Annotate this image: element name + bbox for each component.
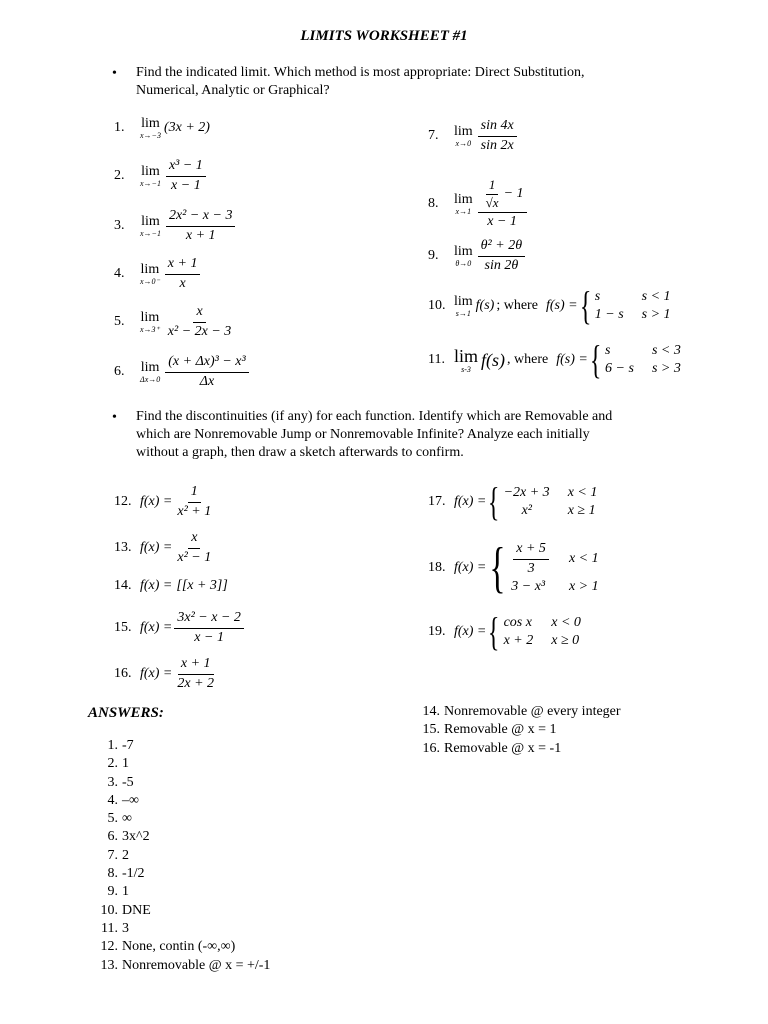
limit-subscript: x→0⁻ bbox=[140, 276, 160, 286]
piecewise bbox=[486, 537, 599, 599]
case-cond: s < 3 bbox=[651, 343, 681, 358]
answer-number: 11. bbox=[101, 920, 118, 936]
fraction bbox=[174, 484, 214, 519]
answer-item bbox=[94, 957, 270, 975]
denominator: x² + 1 bbox=[177, 503, 212, 519]
cases bbox=[504, 615, 581, 649]
answer-item bbox=[416, 721, 621, 739]
lim-text: lim bbox=[140, 261, 160, 277]
limit-operator bbox=[454, 295, 473, 318]
function-definition: f(x) = bbox=[140, 578, 173, 593]
answer-value: None, contin (-∞,∞) bbox=[122, 939, 236, 955]
problem-8 bbox=[428, 174, 529, 234]
discontinuity-instructions bbox=[136, 408, 612, 462]
answer-value: 2 bbox=[122, 847, 129, 863]
problem-11 bbox=[428, 338, 681, 382]
answer-number: 2. bbox=[107, 756, 118, 772]
problem-10 bbox=[428, 284, 671, 328]
answer-item bbox=[94, 865, 270, 883]
lim-text: lim bbox=[140, 359, 160, 375]
answer-item bbox=[416, 740, 621, 758]
function-definition: f(s) = bbox=[545, 298, 578, 313]
answer-item bbox=[94, 828, 270, 846]
answer-value: 1 bbox=[122, 756, 129, 772]
instruction-line: Find the indicated limit. Which method is most appropriate: Direct Substitution, bbox=[136, 65, 585, 80]
answers-heading: ANSWERS: bbox=[88, 705, 164, 721]
numerator-tail: − 1 bbox=[503, 186, 524, 202]
problem-number: 16. bbox=[114, 666, 132, 681]
answer-value: 3 bbox=[122, 920, 129, 936]
answer-value: -1/2 bbox=[122, 866, 145, 882]
inner-numerator: 1 bbox=[486, 178, 499, 195]
piecewise bbox=[578, 283, 671, 328]
limit-operator bbox=[140, 311, 160, 334]
case-expr: −2x + 3 bbox=[503, 485, 550, 500]
numerator bbox=[478, 178, 527, 213]
problem-1 bbox=[114, 106, 210, 150]
function-definition: f(x) = bbox=[140, 540, 173, 555]
answer-item bbox=[94, 883, 270, 901]
limit-subscript: x→−1 bbox=[140, 178, 161, 188]
piecewise bbox=[486, 479, 598, 524]
denominator: sin 2θ bbox=[484, 257, 519, 273]
left-brace-icon: { bbox=[488, 609, 500, 654]
function-expression: [[x + 3]] bbox=[176, 578, 228, 593]
limit-subscript: s→1 bbox=[455, 308, 471, 318]
answer-number: 13. bbox=[100, 957, 118, 973]
answer-item bbox=[94, 792, 270, 810]
lim-text: lim bbox=[140, 309, 160, 325]
fraction bbox=[174, 656, 217, 691]
problem-4 bbox=[114, 252, 202, 296]
problem-12 bbox=[114, 480, 216, 524]
answer-value: Removable @ x = 1 bbox=[444, 722, 557, 738]
answer-item bbox=[94, 847, 270, 865]
limit-subscript: x→−3 bbox=[140, 130, 161, 140]
lim-text: lim bbox=[141, 115, 160, 131]
problem-number: 15. bbox=[114, 620, 132, 635]
case-cond: x > 1 bbox=[568, 578, 599, 594]
case-cond: x ≥ 0 bbox=[551, 633, 580, 648]
lim-text: lim bbox=[454, 293, 473, 309]
fraction bbox=[166, 208, 236, 243]
problem-number: 11. bbox=[428, 352, 445, 367]
function-definition: f(x) = bbox=[454, 624, 487, 639]
answer-value: -5 bbox=[122, 774, 134, 790]
denominator: x² − 1 bbox=[177, 549, 212, 565]
limit-operator bbox=[454, 193, 473, 216]
limit-operator bbox=[140, 215, 161, 238]
fraction bbox=[478, 178, 527, 230]
answer-value: 3x^2 bbox=[122, 829, 150, 845]
piecewise bbox=[486, 609, 581, 654]
limit-subscript: Δx→0 bbox=[140, 374, 161, 384]
case-cond: x < 0 bbox=[551, 615, 581, 630]
instruction-line: without a graph, then draw a sketch afterwards to confirm. bbox=[136, 445, 464, 460]
instruction-line: Numerical, Analytic or Graphical? bbox=[136, 83, 330, 98]
cases bbox=[595, 289, 671, 323]
problem-19 bbox=[428, 610, 581, 654]
numerator: x³ − 1 bbox=[166, 158, 206, 176]
left-brace-icon: { bbox=[489, 537, 506, 599]
answer-number: 12. bbox=[100, 939, 118, 955]
where-text: ; where bbox=[496, 298, 538, 313]
case-cond: x < 1 bbox=[567, 485, 598, 500]
answer-value: Removable @ x = -1 bbox=[444, 740, 562, 756]
problem-number: 12. bbox=[114, 494, 132, 509]
problem-number: 7. bbox=[428, 128, 439, 143]
limit-operator bbox=[140, 165, 161, 188]
denominator: 3 bbox=[527, 560, 535, 576]
denominator: x − 1 bbox=[194, 629, 224, 645]
instruction-line: Find the discontinuities (if any) for each function. Identify which are Removable and bbox=[136, 409, 613, 424]
numerator: x bbox=[188, 530, 200, 548]
answers-list-left bbox=[94, 737, 270, 975]
fraction bbox=[166, 158, 206, 193]
limit-operator bbox=[454, 347, 478, 374]
case-cond: s > 3 bbox=[651, 361, 681, 376]
denominator: x² − 2x − 3 bbox=[167, 323, 232, 339]
answer-item bbox=[94, 737, 270, 755]
denominator: x − 1 bbox=[487, 213, 517, 229]
case-cond: s > 1 bbox=[641, 307, 671, 322]
answer-number: 16. bbox=[422, 740, 440, 756]
case-expr: cos x bbox=[503, 615, 532, 630]
limit-subscript: x→1 bbox=[455, 206, 472, 216]
answer-number: 1. bbox=[107, 738, 118, 753]
denominator: x bbox=[179, 275, 186, 291]
answer-number: 8. bbox=[107, 866, 118, 882]
numerator: sin 4x bbox=[478, 118, 517, 136]
function-definition: f(x) = bbox=[140, 494, 173, 509]
numerator: 2x² − x − 3 bbox=[166, 208, 236, 226]
case-fraction bbox=[513, 541, 549, 576]
numerator: x + 1 bbox=[178, 656, 214, 674]
limit-operator bbox=[454, 125, 473, 148]
worksheet-title: LIMITS WORKSHEET #1 bbox=[300, 28, 468, 44]
case-cond: x < 1 bbox=[568, 551, 599, 566]
function-definition: f(x) = bbox=[140, 666, 173, 681]
bullet-icon: • bbox=[112, 66, 117, 81]
answer-item bbox=[94, 902, 270, 920]
problem-number: 14. bbox=[114, 578, 132, 593]
case-expr: 6 − s bbox=[605, 361, 634, 376]
answer-number: 5. bbox=[107, 811, 118, 827]
answer-item bbox=[94, 938, 270, 956]
problem-number: 18. bbox=[428, 560, 446, 575]
problem-3 bbox=[114, 204, 237, 248]
answers-list-right bbox=[416, 703, 621, 758]
problem-15 bbox=[114, 606, 246, 650]
where-text: , where bbox=[507, 352, 549, 367]
lim-text: lim bbox=[454, 191, 473, 207]
problem-7 bbox=[428, 114, 519, 158]
fraction bbox=[165, 304, 235, 339]
answer-number: 7. bbox=[107, 847, 118, 863]
limit-operator bbox=[140, 263, 160, 286]
problem-number: 4. bbox=[114, 266, 125, 281]
numerator: 3x² − x − 2 bbox=[174, 610, 244, 628]
answer-item bbox=[416, 703, 621, 721]
limit-subscript: x→0 bbox=[455, 138, 472, 148]
answer-number: 10. bbox=[100, 902, 118, 918]
problem-number: 17. bbox=[428, 494, 446, 509]
problem-number: 10. bbox=[428, 298, 446, 313]
answer-item bbox=[94, 755, 270, 773]
function-definition: f(s) = bbox=[556, 352, 588, 367]
answer-number: 4. bbox=[107, 792, 118, 808]
left-brace-icon: { bbox=[589, 337, 602, 382]
left-brace-icon: { bbox=[488, 479, 500, 524]
lim-text: lim bbox=[141, 163, 160, 179]
fraction bbox=[174, 610, 244, 645]
problem-number: 3. bbox=[114, 218, 125, 233]
case-expr: s bbox=[605, 343, 611, 358]
limit-expression: (3x + 2) bbox=[163, 120, 210, 135]
case-expr: x + 2 bbox=[503, 633, 534, 648]
lim-text: lim bbox=[141, 213, 160, 229]
answer-number: 15. bbox=[422, 722, 440, 738]
answer-value: Nonremovable @ every integer bbox=[444, 704, 621, 719]
left-brace-icon: { bbox=[579, 283, 591, 328]
case-expr: x² bbox=[521, 503, 532, 518]
problem-18 bbox=[428, 538, 599, 598]
numerator: x bbox=[193, 304, 205, 322]
limit-operator bbox=[140, 117, 161, 140]
fraction bbox=[165, 354, 248, 389]
answer-value: -7 bbox=[122, 738, 134, 753]
problem-number: 19. bbox=[428, 624, 446, 639]
case-cond: x ≥ 1 bbox=[567, 503, 596, 518]
numerator: 1 bbox=[188, 484, 201, 502]
problem-2 bbox=[114, 154, 208, 198]
answer-value: Nonremovable @ x = +/-1 bbox=[122, 957, 271, 973]
answer-value: ∞ bbox=[122, 811, 132, 827]
lim-text: lim bbox=[454, 345, 479, 366]
answer-item bbox=[94, 920, 270, 938]
denominator: sin 2x bbox=[480, 137, 514, 153]
numerator: x + 5 bbox=[513, 541, 549, 559]
answer-item bbox=[94, 774, 270, 792]
case-expr: 3 − x³ bbox=[511, 578, 546, 594]
inner-fraction bbox=[483, 178, 502, 211]
answer-value: 1 bbox=[122, 884, 129, 900]
limit-subscript: x→−1 bbox=[140, 228, 161, 238]
denominator: x − 1 bbox=[171, 177, 201, 193]
numerator: x + 1 bbox=[165, 256, 201, 274]
function-definition: f(x) = bbox=[140, 620, 173, 635]
answer-value: DNE bbox=[122, 902, 151, 918]
denominator: Δx bbox=[199, 373, 215, 389]
problem-17 bbox=[428, 480, 597, 524]
problem-9 bbox=[428, 234, 527, 278]
limit-subscript: s-3 bbox=[461, 364, 471, 374]
answer-value: –∞ bbox=[122, 792, 139, 808]
denominator: 2x + 2 bbox=[177, 675, 215, 691]
problem-5 bbox=[114, 300, 236, 344]
answer-item bbox=[94, 810, 270, 828]
fraction bbox=[478, 118, 517, 153]
problem-16 bbox=[114, 652, 219, 696]
problem-14 bbox=[114, 564, 228, 608]
cases bbox=[511, 541, 598, 594]
problem-number: 6. bbox=[114, 364, 125, 379]
fraction bbox=[165, 256, 201, 291]
problem-number: 9. bbox=[428, 248, 439, 263]
answer-number: 6. bbox=[107, 829, 118, 845]
problem-number: 1. bbox=[114, 120, 125, 135]
function-definition: f(x) = bbox=[454, 560, 487, 575]
problem-number: 13. bbox=[114, 540, 132, 555]
lim-text: lim bbox=[454, 243, 473, 259]
problem-6 bbox=[114, 350, 251, 394]
limit-subscript: x→3⁺ bbox=[140, 324, 160, 334]
problem-number: 5. bbox=[114, 314, 125, 329]
fraction bbox=[478, 238, 525, 273]
limit-operator bbox=[140, 361, 160, 384]
cases bbox=[605, 343, 681, 377]
cases bbox=[504, 485, 598, 519]
instruction-line: which are Nonremovable Jump or Nonremovable Infinite? Analyze each initially bbox=[136, 427, 590, 442]
problem-number: 8. bbox=[428, 196, 439, 211]
limits-instructions bbox=[136, 64, 584, 100]
case-expr: 1 − s bbox=[594, 307, 624, 322]
numerator: θ² + 2θ bbox=[478, 238, 525, 256]
limit-operator bbox=[454, 245, 473, 268]
bullet-icon: • bbox=[112, 410, 117, 425]
piecewise bbox=[588, 337, 681, 382]
limit-subscript: θ→0 bbox=[455, 258, 472, 268]
answer-number: 14. bbox=[422, 704, 440, 719]
inner-denominator: √x bbox=[485, 194, 499, 210]
numerator: (x + Δx)³ − x³ bbox=[165, 354, 248, 372]
answer-number: 9. bbox=[107, 884, 118, 900]
denominator: x + 1 bbox=[185, 227, 216, 243]
case-cond: s < 1 bbox=[641, 289, 671, 304]
function-definition: f(x) = bbox=[454, 494, 487, 509]
limit-expression: f(s) bbox=[475, 298, 495, 313]
problem-number: 2. bbox=[114, 168, 125, 183]
limit-expression: f(s) bbox=[481, 349, 506, 370]
lim-text: lim bbox=[454, 123, 473, 139]
answer-number: 3. bbox=[107, 774, 118, 790]
fraction bbox=[174, 530, 214, 565]
case-expr: s bbox=[594, 289, 601, 304]
